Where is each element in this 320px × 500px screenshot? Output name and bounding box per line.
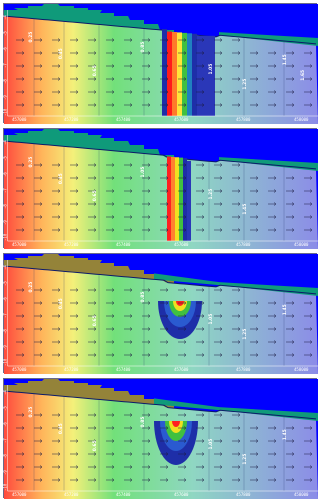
- plume-band: [177, 32, 182, 116]
- panel-1: [3, 3, 317, 123]
- panel-1-figure: [4, 4, 318, 124]
- contour-label: 1.65: [301, 69, 306, 81]
- contour-label: 0.65: [93, 190, 98, 202]
- panel-3: [3, 253, 317, 373]
- contour-label: 0.65: [93, 440, 98, 452]
- x-tick-label: 457800: [236, 242, 251, 247]
- x-tick-label: 457400: [116, 242, 131, 247]
- contour-label: 0.25: [29, 156, 34, 168]
- x-tick-label: 457200: [64, 367, 79, 372]
- contour-label: 0.45: [59, 48, 64, 60]
- y-tick-label: -5: [2, 281, 8, 286]
- x-tick-label: 457600: [174, 242, 189, 247]
- contour-label: 0.65: [93, 65, 98, 77]
- y-tick-label: -7: [2, 313, 8, 318]
- y-tick-label: -6: [2, 47, 8, 52]
- x-tick-label: 457400: [116, 492, 131, 497]
- x-tick-label: 457000: [12, 492, 27, 497]
- y-tick-label: -9: [2, 95, 8, 100]
- y-tick-label: -7: [2, 188, 8, 193]
- y-tick-label: -10: [2, 358, 8, 366]
- x-tick-label: 457600: [174, 492, 189, 497]
- contour-label: 1.45: [283, 54, 288, 66]
- plume-band: [179, 158, 183, 241]
- contour-label: 1.05: [209, 438, 214, 450]
- plume-band: [162, 29, 167, 116]
- panel-2: [3, 128, 317, 248]
- panel-2-figure: [4, 129, 318, 249]
- y-tick-label: -4: [2, 265, 8, 270]
- x-tick-label: 457400: [116, 117, 131, 122]
- contour-label: 1.05: [209, 313, 214, 325]
- y-tick-label: -8: [2, 329, 8, 334]
- x-tick-label: 457600: [174, 117, 189, 122]
- contour-label: 1.05: [209, 63, 214, 75]
- plume-band: [187, 33, 192, 116]
- contour-label: 1.45: [243, 203, 248, 215]
- y-tick-label: -6: [2, 297, 8, 302]
- plume-tail: [197, 36, 215, 116]
- plume-band: [183, 158, 187, 241]
- y-tick-label: -10: [2, 233, 8, 241]
- x-tick-label: 457400: [116, 367, 131, 372]
- plume-band: [167, 32, 172, 116]
- y-tick-label: -10: [2, 483, 8, 491]
- x-tick-label: 457000: [12, 117, 27, 122]
- contour-label: 0.25: [29, 31, 34, 43]
- x-tick-label: 458000: [294, 367, 309, 372]
- contour-label: 0.85: [141, 291, 146, 303]
- contour-label: 0.65: [93, 315, 98, 327]
- y-tick-label: -9: [2, 345, 8, 350]
- panel-4-figure: [4, 379, 318, 499]
- contour-label: 1.25: [243, 328, 248, 340]
- y-tick-label: -7: [2, 63, 8, 68]
- contour-label: 1.45: [283, 429, 288, 441]
- y-tick-label: -10: [2, 108, 8, 116]
- y-tick-label: -9: [2, 470, 8, 475]
- contour-label: 0.85: [141, 416, 146, 428]
- panel-3-figure: [4, 254, 318, 374]
- plume-band: [182, 33, 187, 116]
- x-tick-label: 458000: [294, 492, 309, 497]
- x-tick-label: 457200: [64, 492, 79, 497]
- x-tick-label: 457000: [12, 367, 27, 372]
- x-tick-label: 457800: [236, 117, 251, 122]
- x-tick-label: 458000: [294, 242, 309, 247]
- y-tick-label: -4: [2, 15, 8, 20]
- y-tick-label: -5: [2, 31, 8, 36]
- y-tick-label: -5: [2, 156, 8, 161]
- contour-label: 0.85: [141, 41, 146, 53]
- y-tick-label: -9: [2, 220, 8, 225]
- plume-band: [172, 32, 177, 116]
- contour-label: 0.25: [29, 406, 34, 418]
- y-tick-label: -6: [2, 172, 8, 177]
- contour-label: 0.45: [59, 423, 64, 435]
- contour-label: 0.45: [59, 173, 64, 185]
- y-tick-label: -4: [2, 140, 8, 145]
- plume-band: [175, 157, 179, 241]
- plume-band: [192, 34, 197, 116]
- plume-band: [171, 157, 175, 241]
- contour-label: 1.25: [243, 78, 248, 90]
- plume-tail: [187, 161, 191, 241]
- x-tick-label: 458000: [294, 117, 309, 122]
- contour-label: 1.05: [141, 166, 146, 178]
- contour-label: 0.45: [59, 298, 64, 310]
- contour-label: 1.45: [283, 304, 288, 316]
- panel-4: [3, 378, 317, 498]
- y-tick-label: -8: [2, 79, 8, 84]
- y-tick-label: -8: [2, 204, 8, 209]
- y-tick-label: -5: [2, 406, 8, 411]
- x-tick-label: 457800: [236, 492, 251, 497]
- x-tick-label: 457200: [64, 117, 79, 122]
- x-tick-label: 457200: [64, 242, 79, 247]
- y-tick-label: -4: [2, 390, 8, 395]
- y-tick-label: -7: [2, 438, 8, 443]
- y-tick-label: -6: [2, 422, 8, 427]
- contour-label: 0.25: [29, 281, 34, 293]
- y-tick-label: -8: [2, 454, 8, 459]
- plume-band: [167, 157, 171, 241]
- x-tick-label: 457000: [12, 242, 27, 247]
- contour-label: 1.25: [243, 453, 248, 465]
- x-tick-label: 457600: [174, 367, 189, 372]
- contour-label: 1.25: [209, 188, 214, 200]
- x-tick-label: 457800: [236, 367, 251, 372]
